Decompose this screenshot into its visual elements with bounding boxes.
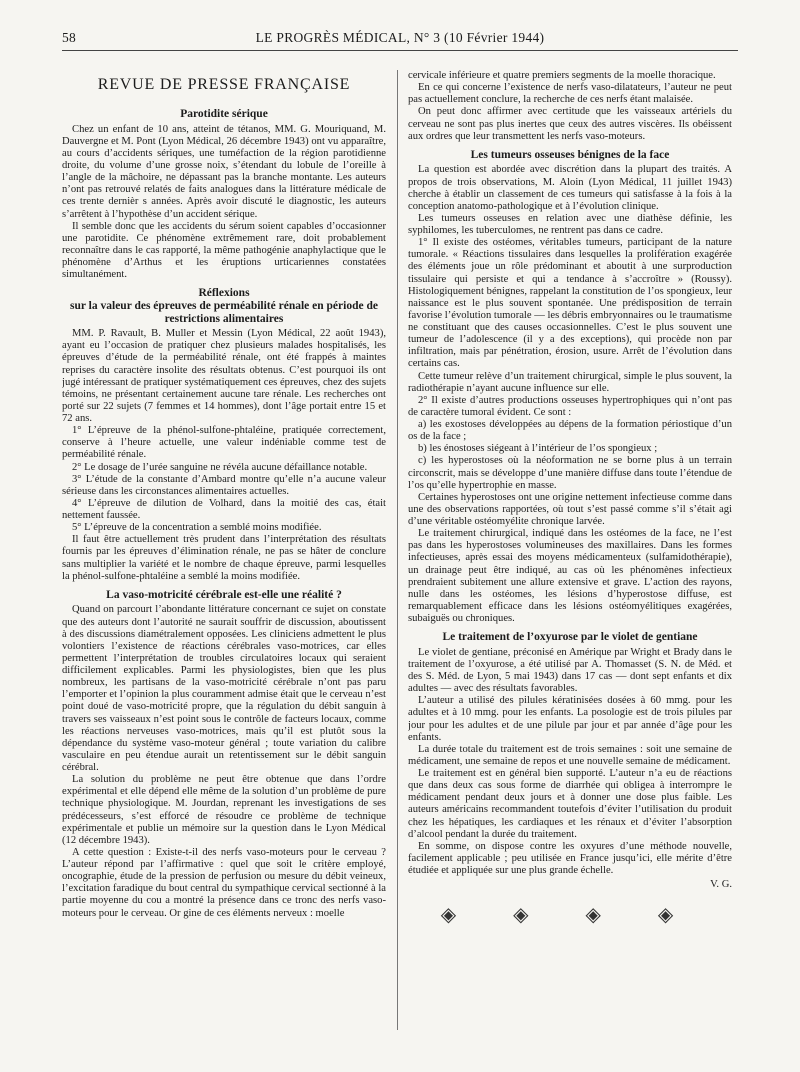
running-header: [62, 28, 738, 51]
paragraph: b) les énostoses siégeant à l’intérieur de l’os spongieux ;: [418, 443, 658, 455]
paragraph: Le traitement est en général bien supporté. L’auteur n’a eu de réactions que dans deux cas sous forme de diarrhée qui obligea à interrompre le médicament pendant deux jours et à donner une dose plus faible. Les auteurs américains recommandent toutefois d’éviter l’utilisation du produit chez les hépatiques, les cardiaques et les rénaux et d’éviter l’absorption d’alcool pendant la durée du traitement.: [408, 768, 732, 840]
article-heading: [62, 589, 386, 602]
section-rubric: REVUE DE PRESSE FRANÇAISE: [97, 76, 351, 93]
paragraph: Cette tumeur relève d’un traitement chirurgical, simple le plus souvent, la radiothérapie n’ayant aucune influence sur elle.: [408, 370, 732, 394]
paragraph: La solution du problème ne peut être obtenue que dans l’ordre expérimental et elle dépend elle même de la solution d’un problème de pure technique physiologique. M. Jourdan, reprenant les investigations de ses prédécesseurs, s’est efforcé de résoudre ce problème de technique expérimentale et publie un mémoire sur la question dans le Lyon Médical (12 décembre 1943).: [62, 774, 386, 846]
paragraph: 1° L’épreuve de la phénol-sulfone-phtaléine, pratiquée correctement, conserve à l’heure actuelle, une valeur indéniable comme test de perméabilité rénale.: [62, 425, 386, 461]
article-heading-line: La vaso-motricité cérébrale est-elle une réalité ?: [106, 588, 342, 601]
paragraph: La question est abordée avec discrétion dans la plupart des traités. A propos de trois observations, M. Aloin (Lyon Médical, 11 juillet 1943) cherche à établir un classement de ces tumeurs qui satisfasse à la fois à la conception anatomo-pathologique et à l’évolution clinique.: [408, 164, 732, 212]
running-title: LE PROGRÈS MÉDICAL, N° 3 (10 Février 1944): [255, 30, 545, 45]
author-signature: V. G.: [710, 879, 732, 891]
paragraph: Quand on parcourt l’abondante littérature concernant ce sujet on constate que des auteurs dont l’autorité ne saurait souffrir de discussion, aboutissent à des discussions diamétralement opposées. Les cliniciens admettent le plus volontiers l’existence de réactions cérébrales vaso-motrices, car elles permettent l’interprétation de troubles circulatoires locaux qui seraient difficilement explicables. Parmi les physiologistes, bien que les plus nombreux, les partisans de la vaso-motricité cérébrale n’ont pas paru l’emporter et l’opinion la plus couramment admise était que le cerveau n’est point doué de vaso-motricité propre, que la régulation du débit sanguin à travers ses vaisseaux n’est point sous le contrôle de facteurs locaux, comme les réactions nerveuses vaso-motrices, mais qu’il est plutôt sous la dépendance du système vaso-moteur général ; toute variation du calibre vasculaire en peu étendue aurait un retentissement sur le débit sanguin cérébral.: [62, 604, 386, 774]
paragraph: L’auteur a utilisé des pilules kératinisées dosées à 60 mmg. pour les adultes et à 10 mmg. pour les enfants. La posologie est de trois pilules par jour pour les adultes et de une pilule par jour et par année d’âge pour les enfants.: [408, 695, 732, 743]
paragraph: Le traitement chirurgical, indiqué dans les ostéomes de la face, ne l’est pas dans les hyperostoses volumineuses des maxillaires. Dans les formes infectieuses, après essai des moyens médicamenteux (sulfamidothérapie), un drainage peut être indiqué, au cas où les phénomènes infectieux prendraient subitement une allure extensive et grave. L’action des rayons, nulle dans les ostéomes, les lésions d’hyperostose diffuse, est remarquablement efficace dans les lésions ostéomyélitiques exagérées, subaiguës ou chroniques.: [408, 528, 732, 625]
paragraph: 5° L’épreuve de la concentration a semblé moins modifiée.: [72, 522, 322, 534]
paragraph: c) les hyperostoses où la néoformation ne se borne plus à un terrain circonscrit, mais se développe d’une manière diffuse dans toute l’étendue de l’os qu’elle hypertrophie en masse.: [408, 455, 732, 491]
paragraph: A cette question : Existe-t-il des nerfs vaso-moteurs pour le cerveau ? L’auteur répond par l’affirmative : quel que soit le critère employé, oncographie, étude de la pression de perfusion ou mesure du débit veineux, l’excitation faradique du bout central du sympathique cervical sectionné à la partie moyenne du cou a montré la présence dans ce tronc des nerfs vaso-moteurs pour le cerveau. Or gine de ces éléments nerveux : moelle: [62, 846, 386, 919]
paragraph: Les tumeurs osseuses en relation avec une diathèse définie, les syphilomes, les tuberculomes, ne rentrent pas dans ce cadre.: [408, 212, 732, 237]
paragraph: 1° Il existe des ostéomes, véritables tumeurs, participant de la nature tumorale. « Réactions tissulaires dans lesquelles la prolifération exagérée des éléments joue un rôle prédominant et aboutit à une surproduction tissulaire qui persiste et qui a tendance à s’accroître » (Roussy). Histologiquement bénignes, rappelant la constitution de l’os spongieux, leur naissance est le plus souvent spontanée. Une prédisposition de terrain favorise l’évolution tumorale — les débris embryonnaires ou le traumatisme ne constituant que des causes occasionnelles. C’est le plus souvent une tumeur de l’adolescence (il y a des exceptions), qui procède non par infiltration, mais par pénétration, érosion, usure. Arrêt de l’évolution dans certains cas.: [408, 237, 732, 370]
column-rule: [397, 70, 398, 1030]
paragraph: a) les exostoses développées au dépens de la formation périostique d’un os de la face ;: [408, 419, 732, 443]
right-column-flow: [408, 70, 732, 877]
paragraph: Certaines hyperostoses ont une origine nettement infectieuse comme dans une des observations rapportées, où tout s’est passé comme s’il s’était agi d’une véritable ostéomyélite chronique larvée.: [408, 491, 732, 528]
paragraph: Chez un enfant de 10 ans, atteint de tétanos, MM. G. Mouriquand, M. Dauvergne et M. Pont (Lyon Médical, 26 décembre 1943) ont vu apparaître, au cours d’accidents sériques, une tuméfaction de la région parotidienne droite, du volume d’une grosse noix, s’étendant du lobule de l’oreille à l’angle de la mâchoire, ne dépassant pas la branche montante. Les auteurs n’ont pas retrouvé relatés de faits analogues dans la littérature médicale de ces trente dernièr s années. Après avoir discuté le diagnostic, les auteurs s’arrêtent à l’hypothèse d’un accident sérique.: [62, 123, 386, 220]
paragraph: Il faut être actuellement très prudent dans l’interprétation des résultats fournis par les épreuves d’élimination rénale, ne pas se hâter de conclure sans multiplier la variété et le nombre de chaque épreuve, parmi lesquelles la phénol-sulfone-phtaléine a semblé la moins modifiée.: [62, 534, 386, 582]
two-column-body: [62, 70, 742, 1055]
paragraph: On peut donc affirmer avec certitude que les vaisseaux artériels du cerveau ne sont pas plus inertes que ceux des autres viscères. Ils obéissent aux ordres que leur transmettent les nerfs vaso-moteurs.: [408, 106, 732, 142]
right-column: [408, 70, 732, 1055]
page-number: 58: [62, 30, 77, 45]
article-heading: [408, 149, 732, 162]
article-heading: [408, 631, 732, 644]
left-column-flow: [62, 108, 386, 920]
article-heading-line: Réflexions: [198, 287, 250, 300]
article-heading: [62, 108, 386, 121]
paragraph: 2° Le dosage de l’urée sanguine ne révéla aucune défaillance notable.: [72, 461, 368, 473]
paragraph: La durée totale du traitement est de trois semaines : soit une semaine de médicament, une semaine de repos et une nouvelle semaine de médicament.: [408, 743, 732, 767]
paragraph: 3° L’étude de la constante d’Ambard montre qu’elle n’a aucune valeur sérieuse dans les circonstances alimentaires actuelles.: [62, 473, 386, 497]
paragraph: 2° Il existe d’autres productions osseuses hypertrophiques qui n’ont pas de caractère tumoral évident. Ce sont :: [408, 394, 732, 418]
paragraph: cervicale inférieure et quatre premiers segments de la moelle thoracique.: [408, 70, 716, 81]
article-heading-line: Le traitement de l’oxyurose par le violet de gentiane: [442, 631, 698, 644]
paragraph: 4° L’épreuve de dilution de Volhard, dans la moitié des cas, était nettement faussée.: [62, 497, 386, 522]
paragraph: En somme, on dispose contre les oxyures d’une méthode nouvelle, facilement applicable ; peu utilisée en France jusqu’ici, elle mérite d’être étudiée et appliquée sur une plus grande échelle.: [408, 840, 732, 877]
article-heading-line: Les tumeurs osseuses bénignes de la face: [470, 148, 670, 161]
article-heading-line: Parotidite sérique: [180, 108, 268, 120]
left-column: [62, 70, 386, 1055]
paragraph: MM. P. Ravault, B. Muller et Messin (Lyon Médical, 22 août 1943), ayant eu l’occasion de pratiquer chez plusieurs malades hospitalisés, les épreuves d’étude de la perméabilité rénale, ont été frappés à maintes reprises du caractère insolite des résultats obtenus. C’est pourquoi ils ont jugé intéressant de pratiquer systématiquement ces épreuves, chez des sujets témoins, ne présentant certainement aucune tare rénale. Les recherches ont porté sur 22 sujets (7 femmes et 14 hommes), dont l’âge portait entre 15 et 72 ans.: [62, 328, 386, 425]
article-heading: [62, 287, 386, 325]
paragraph: Le violet de gentiane, préconisé en Amérique par Wright et Brady dans le traitement de l’oxyurose, a été utilisé par A. Thomasset (S. N. de Méd. et des S. Méd. de Lyon, 5 mai 1943) dans 17 cas — dont sept enfants et dix adultes — avec des résultats favorables.: [408, 646, 732, 695]
paragraph: En ce qui concerne l’existence de nerfs vaso-dilatateurs, l’auteur ne peut pas actuellement conclure, la recherche de ces nerfs étant malaisée.: [408, 82, 732, 106]
paragraph: Il semble donc que les accidents du sérum soient capables d’occasionner une parotidite. Ce phénomène extrêmement rare, doit probablement reconnaître dans le cas rapporté, la même pathogénie anaphylactique que le phénomène d’Arthus et les éruptions urticariennes constatées simultanément.: [62, 220, 386, 281]
ornament-divider: ◈ ◈ ◈ ◈: [440, 904, 700, 927]
article-heading-subline: sur la valeur des épreuves de perméabilité rénale en période de restrictions alimentaires: [70, 299, 378, 325]
